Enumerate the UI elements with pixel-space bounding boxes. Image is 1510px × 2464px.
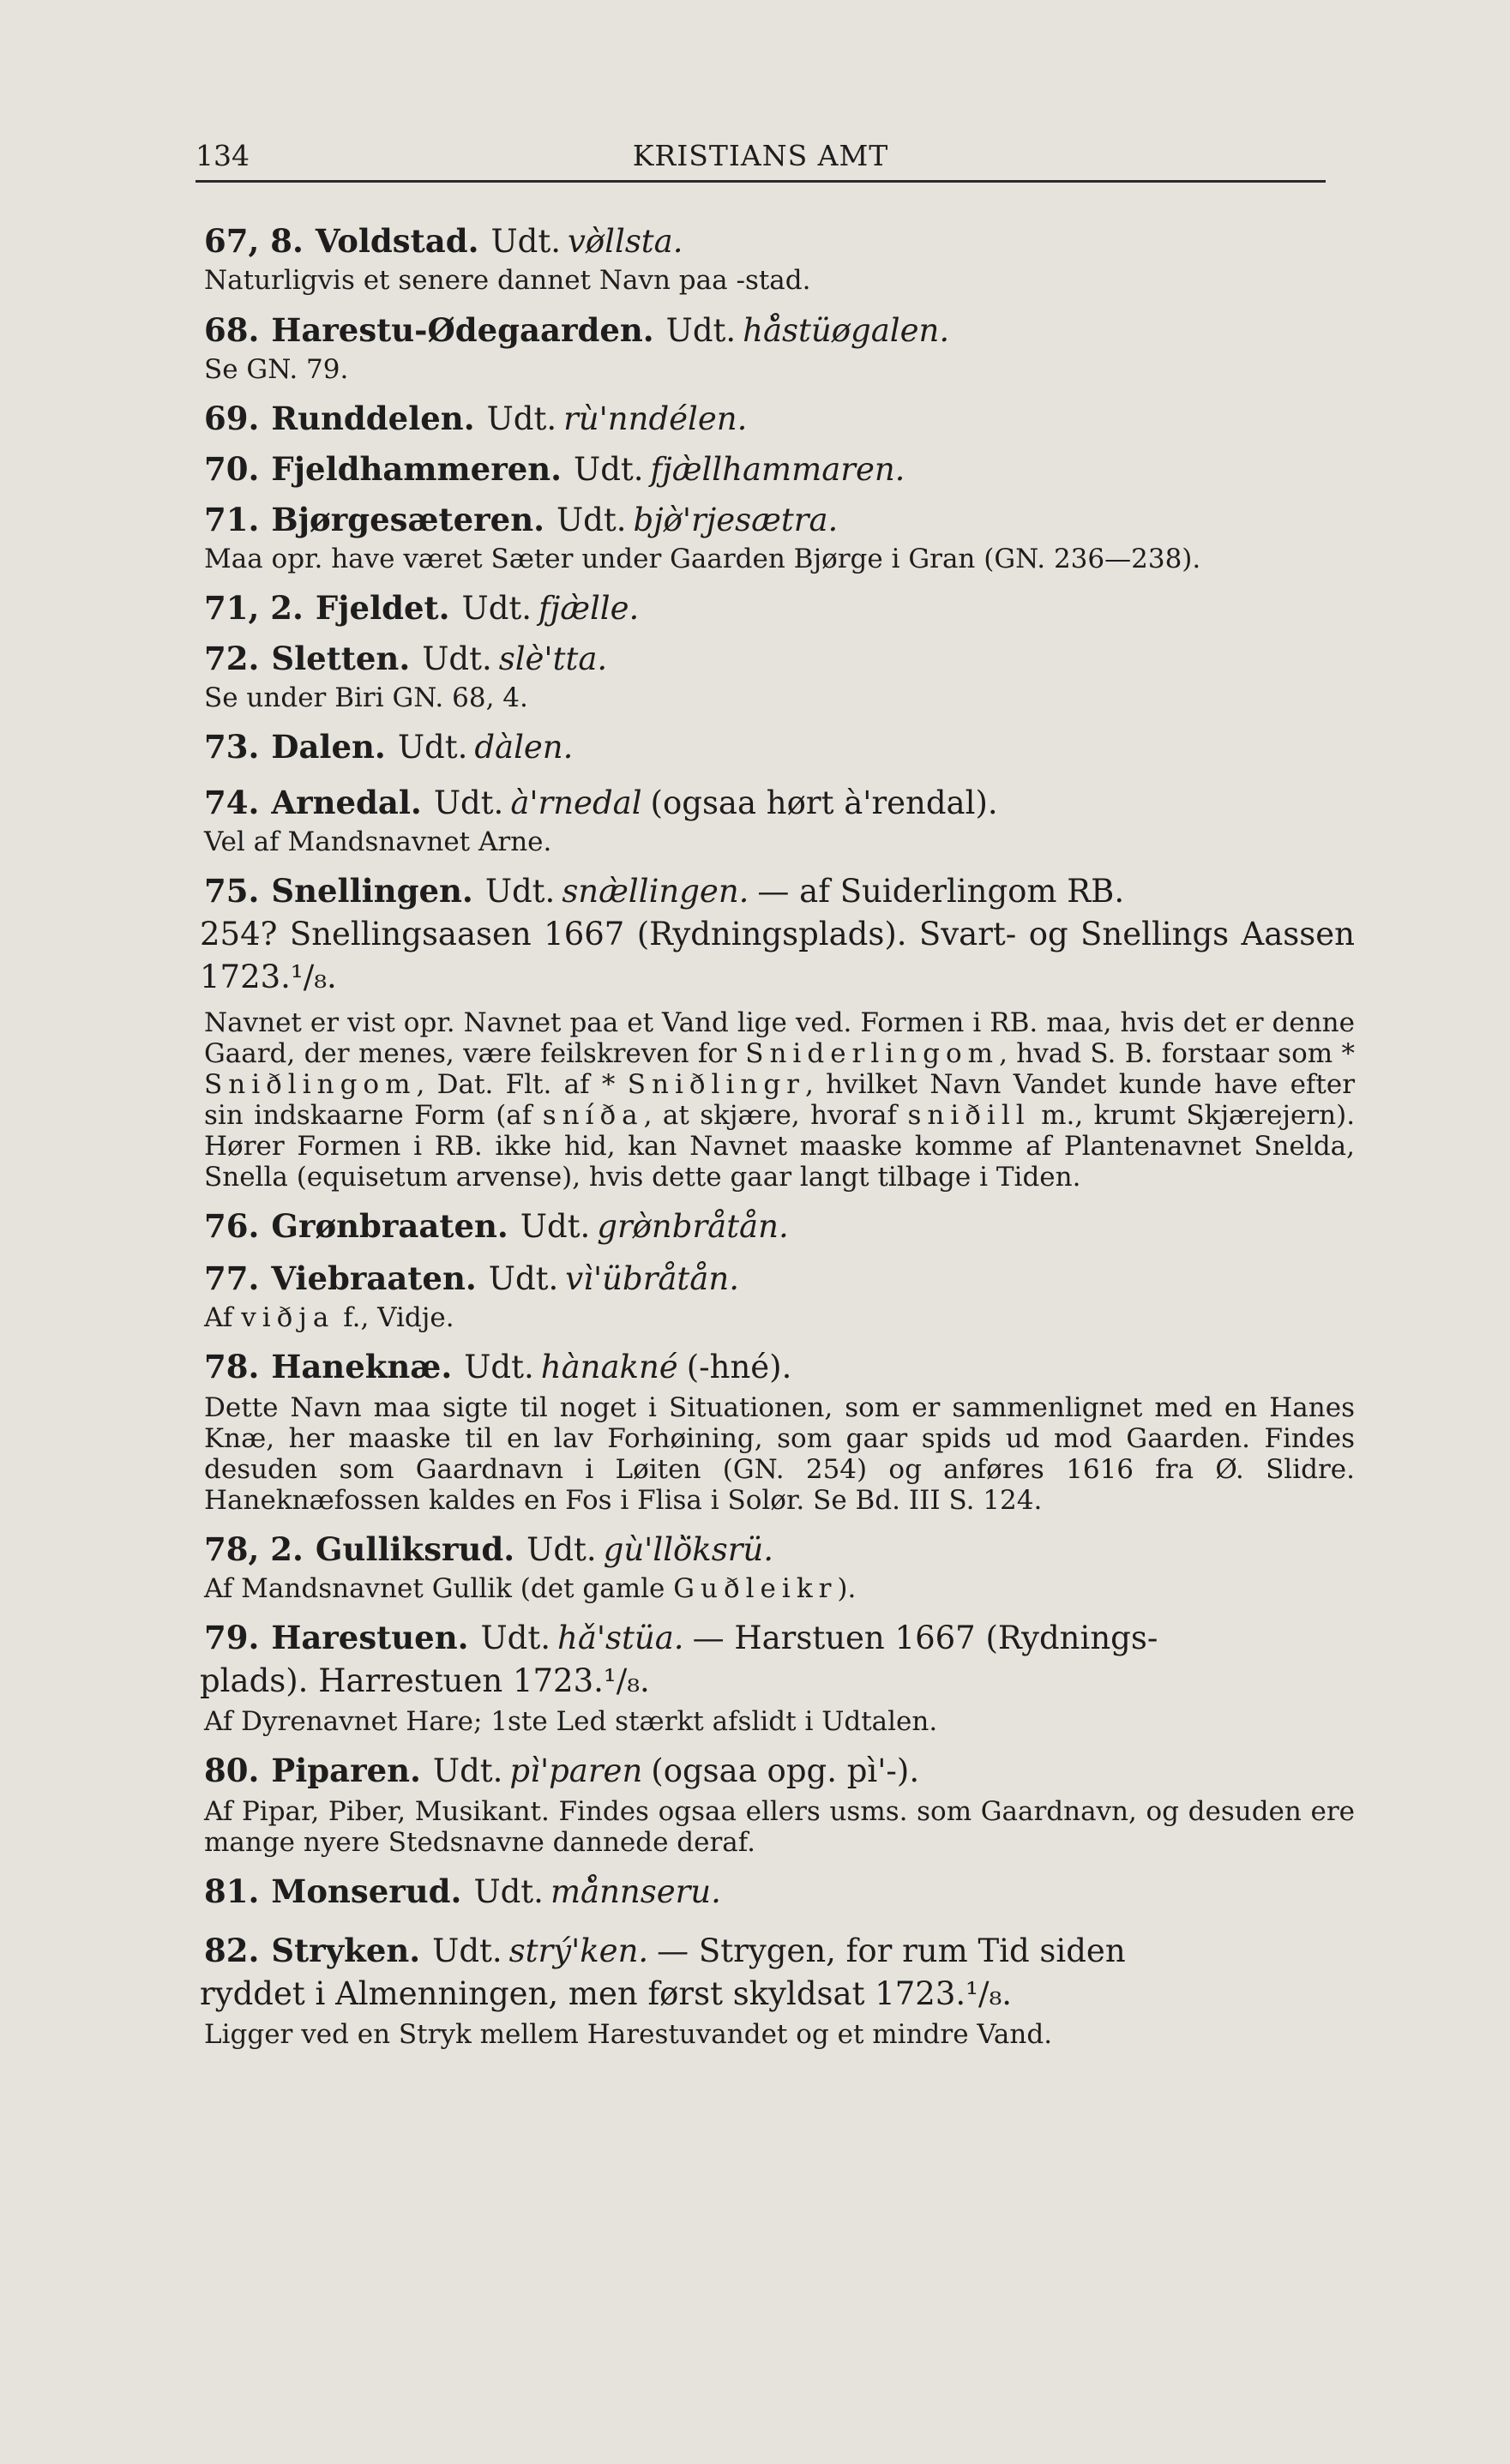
entry-71 [204,498,1355,574]
entry-note: Se under Biri GN. 68, 4. [204,682,528,713]
spaced-form: sníða [542,1100,644,1131]
entry-69 [204,397,1355,441]
entry-80 [204,1749,1355,1858]
udt-label: Udt. [432,1932,502,1969]
entry-note: Vel af Mandsnavnet Arne. [204,826,552,857]
entry-name: Bjørgesæteren. [271,501,544,538]
udt-label: Udt. [488,1260,559,1297]
content [200,219,1356,2050]
entry-extra: (ogsaa opg. pì'-). [651,1752,920,1789]
entry-continuation: plads). Harrestuen 1723.¹/₈. [200,1662,650,1699]
udt-label: Udt. [432,1752,503,1789]
entry-extra: — Strygen, for rum Tid siden [657,1932,1126,1969]
entry-number: 82. [204,1932,260,1969]
entry-heading [204,219,1355,263]
entry-heading [204,448,1355,491]
entry-78 [204,1345,1355,1516]
entry-continuation: ryddet i Almenningen, men først skyldsat 1723.¹/₈. [200,1975,1013,2012]
udt-label: Udt. [422,640,492,677]
entry-heading [204,781,1355,825]
spaced-form: Sniðlingom [204,1069,417,1100]
page-number: 134 [196,139,250,172]
entry-note [204,1302,1355,1333]
entry-number: 77. [204,1259,260,1297]
udt-label: Udt. [464,1349,534,1385]
entry-name: Grønbraaten. [271,1207,508,1245]
note-text: ). [837,1573,857,1604]
entry-70 [204,448,1355,491]
udt-label: Udt. [397,729,468,766]
entry-number: 71. [204,501,260,538]
entry-79 [200,1616,1355,1737]
pronunciation: fjæ̀lle. [538,590,640,627]
entry-name: Monserud. [271,1872,462,1910]
pronunciation: rù'nndélen. [563,400,748,437]
spaced-form: Sniðlingr [627,1069,806,1100]
note-text: , hvilket Navn Vandet kunde have efter sin indskaarne Form (af [204,1069,1356,1131]
pronunciation: vø̀llsta. [567,223,683,260]
entry-75 [200,869,1356,1193]
entry-71-2 [204,586,1355,630]
entry-heading [204,1345,1355,1389]
pronunciation: hå̀stüøgalen. [743,312,950,349]
entry-note: Maa opr. have været Sæter under Gaarden Bjørge i Gran (GN. 236—238). [204,544,1201,574]
note-text: , Dat. Flt. af * [416,1069,616,1100]
udt-label: Udt. [665,312,737,349]
spaced-form: sniðill [907,1100,1031,1131]
entry-number: 70. [204,450,260,488]
entry-number: 79. [204,1619,260,1656]
entry-note: Af Pipar, Piber, Musikant. Findes ogsaa ellers usms. som Gaardnavn, og desuden ere mange nyere Stedsnavne dannede deraf. [204,1796,1355,1858]
pronunciation: gù'llö̀ksrü. [603,1531,773,1568]
note-text: m., krumt Skjærejern). Hører Formen i RB. ikke hid, kan Navnet maaske komme af Plantenavnet Snelda, Snella (equisetum arvense), hvis dette gaar langt tilbage i Tiden. [204,1100,1356,1193]
entry-note: Se GN. 79. [204,354,349,385]
entry-heading [204,725,1355,769]
entry-78-2 [204,1528,1355,1604]
entry-81 [204,1870,1355,1914]
udt-label: Udt. [433,784,504,821]
entry-heading [204,1929,1355,1973]
udt-label: Udt. [484,873,556,910]
entry-number: 78. [204,1348,260,1385]
entry-number: 72. [204,640,260,677]
entry-name: Fjeldet. [315,589,450,627]
entry-name: Piparen. [271,1752,421,1789]
entry-extra: — af Suiderlingom RB. [757,873,1125,910]
entry-heading [204,1749,1355,1793]
entry-number: 80. [204,1752,260,1789]
entry-heading [204,309,1355,352]
entry-number: 75. [204,872,260,910]
running-header [196,135,1326,183]
entry-note: Ligger ved en Stryk mellem Harestuvandet og et mindre Vand. [204,2019,1053,2050]
entry-note [204,1007,1355,1193]
entry-note: Af Dyrenavnet Hare; 1ste Led stærkt afslidt i Udtalen. [204,1706,938,1737]
pronunciation: dàlen. [474,729,574,766]
entry-73 [204,725,1355,769]
entry-name: Voldstad. [315,222,479,260]
entry-heading [204,1257,1355,1301]
note-text: f., Vidje. [343,1302,454,1333]
entry-heading [204,498,1355,542]
pronunciation: à'rnedal [510,784,642,821]
pronunciation: hànakné [540,1349,678,1385]
entry-74 [204,781,1355,857]
entry-heading [204,397,1355,441]
running-title: KRISTIANS AMT [632,139,889,172]
entry-name: Dalen. [271,728,386,766]
entry-extra: — Harstuen 1667 (Rydnings- [692,1620,1158,1656]
entry-82 [200,1929,1355,2050]
entry-76 [204,1205,1355,1248]
udt-label: Udt. [490,223,561,260]
entry-number: 73. [204,728,260,766]
entry-heading [204,586,1355,630]
note-text: , hvad S. B. forstaar som * [999,1038,1355,1069]
pronunciation: hǎ'stüa. [557,1620,684,1656]
entry-77 [204,1257,1355,1333]
udt-label: Udt. [520,1208,591,1245]
entry-note: Naturligvis et senere dannet Navn paa -stad. [204,265,811,296]
udt-label: Udt. [473,1873,544,1910]
pronunciation: må̀nnseru. [550,1873,721,1910]
entry-68 [204,309,1355,385]
entry-name: Harestuen. [271,1619,469,1656]
note-text: Navnet er vist opr. Navnet paa et Vand lige ved. Formen i RB. maa, hvis det er denne Gaard, der menes, være feilskreven for [204,1007,1355,1069]
entry-number: 68. [204,311,260,349]
entry-72 [204,637,1355,713]
entry-extra: (ogsaa hørt à'rendal). [650,784,998,821]
entry-number: 69. [204,400,260,437]
pronunciation: vì'übråtån. [565,1260,739,1297]
entry-heading [204,1528,1355,1572]
pronunciation: strý'ken. [508,1932,649,1969]
note-text: Af Mandsnavnet Gullik (det gamle [204,1573,665,1604]
entry-heading [204,1205,1355,1248]
udt-label: Udt. [574,451,644,488]
entry-number: 78, 2. [204,1530,304,1568]
entry-name: Harestu-Ødegaarden. [271,311,654,349]
udt-label: Udt. [486,400,557,437]
udt-label: Udt. [461,590,532,627]
udt-label: Udt. [526,1531,597,1568]
entry-note [204,1573,1355,1604]
spaced-form: Guðleikr [673,1573,838,1604]
entry-number: 76. [204,1207,260,1245]
entry-name: Haneknæ. [271,1348,453,1385]
spaced-form: viðja [241,1302,335,1333]
pronunciation: grø̀nbråtån. [597,1208,789,1245]
entry-continuation: 254? Snellingsaasen 1667 (Rydningsplads). Svart- og Snellings Aassen 1723.¹/₈. [200,916,1355,995]
note-text: , at skjære, hvoraf [643,1100,898,1131]
entry-name: Sletten. [271,640,411,677]
entry-heading [204,637,1355,681]
entry-name: Arnedal. [271,784,422,821]
entry-name: Viebraaten. [271,1259,477,1297]
entry-note: Dette Navn maa sigte til noget i Situationen, som er sammenlignet med en Hanes Knæ, her maaske til en lav Forhøining, som gaar spids ud mod Gaarden. Findes desuden som Gaardnavn i Løiten (GN. 254) og anføres 1616 fra Ø. Slidre. Haneknæfossen kaldes en Fos i Flisa i Solør. Se Bd. III S. 124. [204,1392,1355,1516]
entry-name: Gulliksrud. [315,1530,515,1568]
entry-heading [204,1616,1355,1660]
entry-name: Runddelen. [271,400,475,437]
entry-extra: (-hné). [686,1349,792,1385]
pronunciation: fjæ̀llhammaren. [650,451,905,488]
entry-number: 67, 8. [204,222,304,260]
entry-heading [204,1870,1355,1914]
entry-heading [204,869,1355,913]
entry-name: Snellingen. [271,872,473,910]
spaced-form: Sniderlingom [745,1038,1000,1069]
entry-number: 81. [204,1872,260,1910]
entry-number: 71, 2. [204,589,304,627]
pronunciation: bjø̀'rjesætra. [633,502,839,538]
udt-label: Udt. [556,502,627,538]
entry-number: 74. [204,784,260,821]
pronunciation: pì'paren [509,1752,643,1789]
entry-67-8 [204,219,1355,296]
entry-name: Stryken. [271,1932,421,1969]
note-text: Af [204,1302,233,1333]
pronunciation: snæ̀llingen. [562,873,749,910]
pronunciation: slè'tta. [498,640,608,677]
udt-label: Udt. [480,1620,550,1656]
entry-name: Fjeldhammeren. [271,450,562,488]
